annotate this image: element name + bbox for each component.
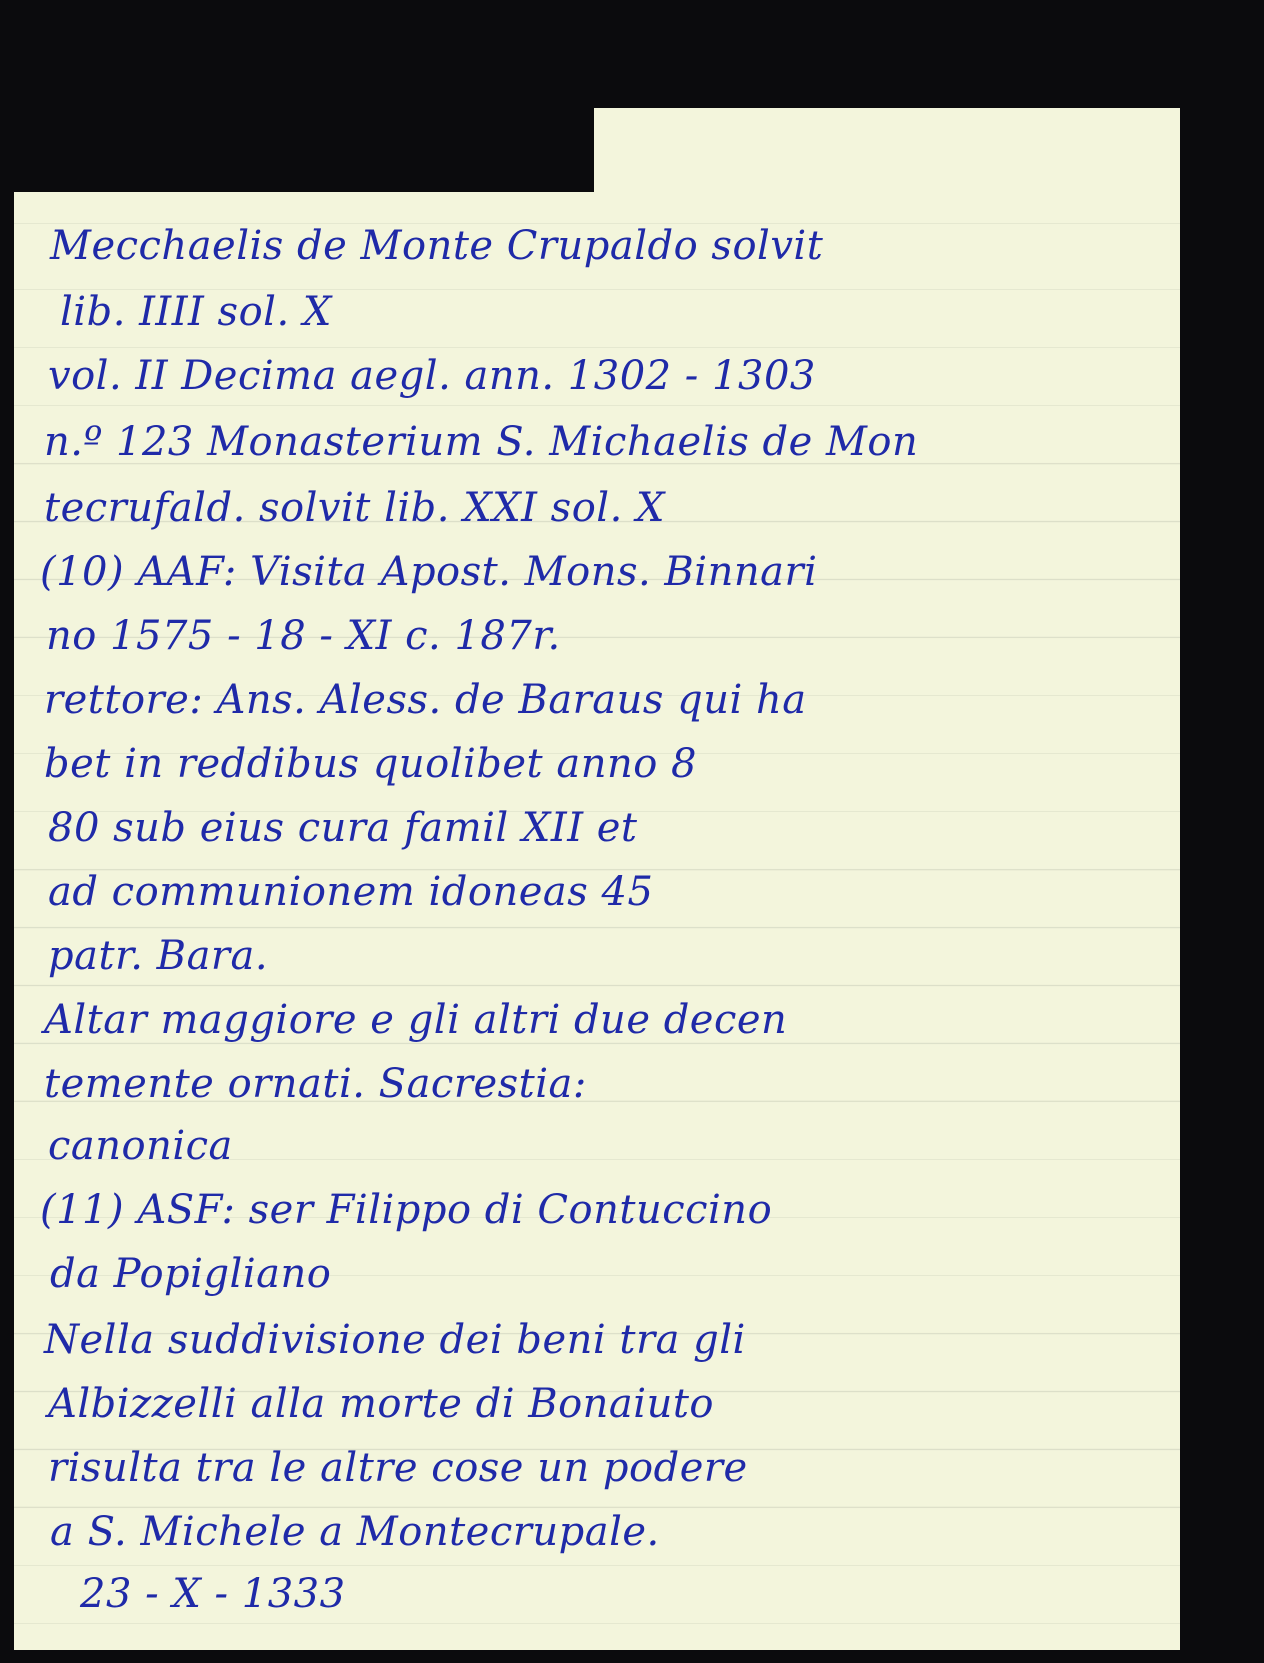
note-line: Mecchaelis de Monte Crupaldo solvit [50,223,824,269]
note-line: ad communionem idoneas 45 [48,869,654,915]
note-line: canonica [48,1123,233,1169]
note-line: vol. II Decima aegl. ann. 1302 - 1303 [48,353,816,399]
note-line: Altar maggiore e gli altri due decen [44,997,788,1043]
note-line: n.º 123 Monasterium S. Michaelis de Mon [44,419,919,465]
note-line: (10) AAF: Visita Apost. Mons. Binnari [40,549,818,595]
note-line: rettore: Ans. Aless. de Baraus qui ha [44,677,807,723]
note-line: temente ornati. Sacrestia: [44,1061,587,1107]
note-line: da Popigliano [50,1251,332,1297]
note-line: risulta tra le altre cose un podere [48,1445,748,1491]
note-line: no 1575 - 18 - XI c. 187r. [46,613,561,659]
note-line: patr. Bara. [48,933,269,979]
note-line: Albizzelli alla morte di Bonaiuto [48,1381,714,1427]
note-line: bet in reddibus quolibet anno 8 [44,741,697,787]
note-line: 23 - X - 1333 [80,1571,346,1617]
note-line: Nella suddivisione dei beni tra gli [44,1317,746,1363]
note-line: lib. IIII sol. X [60,289,332,335]
note-line: (11) ASF: ser Filippo di Contuccino [40,1187,773,1233]
note-line: a S. Michele a Montecrupale. [50,1509,660,1555]
note-line: 80 sub eius cura famil XII et [48,805,638,851]
note-line: tecrufald. solvit lib. XXI sol. X [44,485,665,531]
